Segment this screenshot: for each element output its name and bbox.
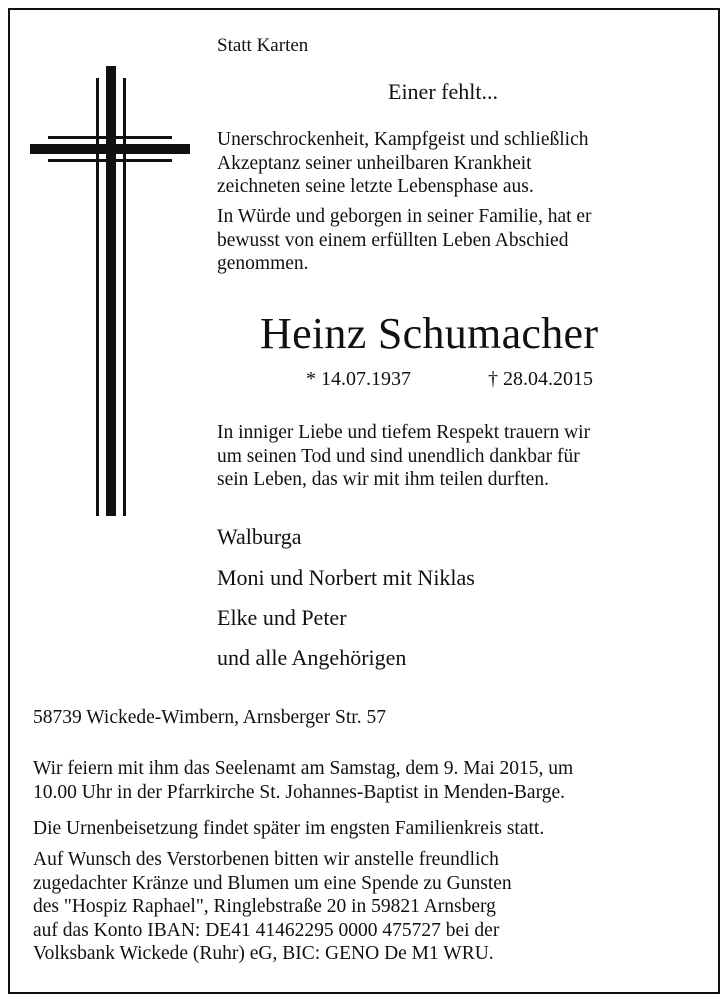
urn-paragraph: Die Urnenbeisetzung findet später im engsten Familienkreis statt.	[33, 818, 545, 839]
death-date: † 28.04.2015	[488, 368, 593, 390]
tribute-paragraph: In inniger Liebe und tiefem Respekt trauern wir um seinen Tod und sind unendlich dankbar für sein Leben, das wir mit ihm teilen durften.	[217, 422, 591, 490]
mourner-walburga: Walburga	[217, 524, 302, 549]
heading-einer-fehlt: Einer fehlt...	[388, 79, 498, 104]
intro-paragraph-2: In Würde und geborgen in seiner Familie, hat er bewusst von einem erfüllten Leben Abschied genommen.	[217, 206, 592, 274]
mourner-angehoerige: und alle Angehörigen	[217, 645, 407, 670]
deceased-name: Heinz Schumacher	[260, 309, 599, 358]
address: 58739 Wickede-Wimbern, Arnsberger Str. 57	[33, 707, 386, 728]
service-paragraph: Wir feiern mit ihm das Seelenamt am Samstag, dem 9. Mai 2015, um 10.00 Uhr in der Pfarrkirche St. Johannes-Baptist in Menden-Barge.	[33, 758, 574, 803]
intro-paragraph-1: Unerschrockenheit, Kampfgeist und schließlich Akzeptanz seiner unheilbaren Krankheit zeichneten seine letzte Lebensphase aus.	[217, 129, 589, 197]
mourner-elke-peter: Elke und Peter	[217, 605, 347, 630]
birth-date: * 14.07.1937	[306, 368, 411, 390]
statt-karten: Statt Karten	[217, 35, 309, 56]
cross-icon	[30, 66, 190, 516]
donation-paragraph: Auf Wunsch des Verstorbenen bitten wir anstelle freundlich zugedachter Kränze und Blumen um eine Spende zu Gunsten des "Hospiz Raphael", Ringlebstraße 20 in 59821 Arnsberg auf das Konto IBAN: DE41 41462295 0000 475727 bei der Volksbank Wickede (Ruhr) eG, BIC: GENO De M1 WRU.	[33, 849, 512, 964]
mourner-moni-norbert: Moni und Norbert mit Niklas	[217, 565, 475, 590]
